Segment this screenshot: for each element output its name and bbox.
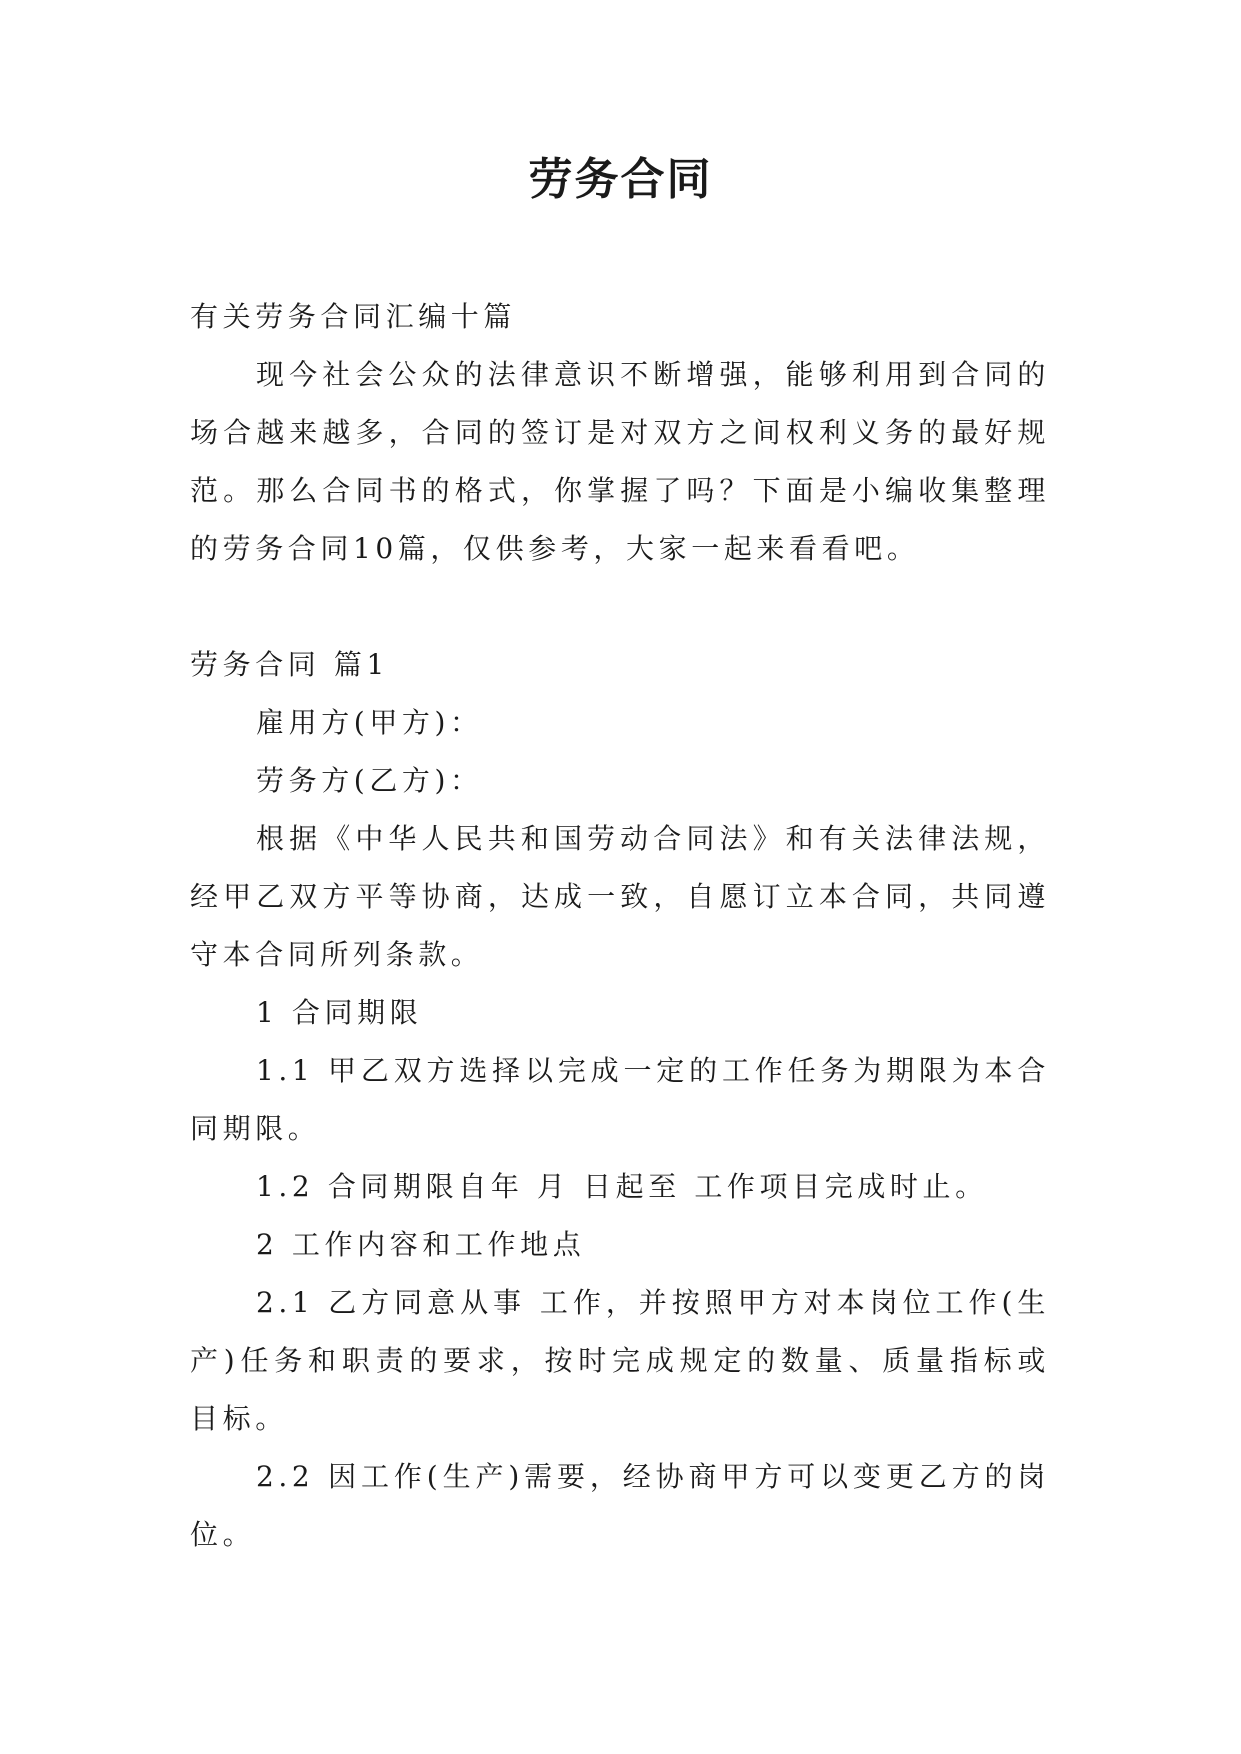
section-heading: 劳务合同 篇1	[190, 648, 389, 681]
clause-heading: 1 合同期限	[256, 996, 423, 1029]
document-title: 劳务合同	[528, 154, 713, 205]
clause-paragraph: 1.1 甲乙双方选择以完成一定的工作任务为期限为本合同期限。	[190, 1054, 1050, 1145]
worker-line: 劳务方(乙方)：	[256, 764, 483, 797]
clause-heading: 2 工作内容和工作地点	[256, 1228, 586, 1261]
intro-paragraph: 现今社会公众的法律意识不断增强，能够利用到合同的场合越来越多，合同的签订是对双方之间权利义务的最好规范。那么合同书的格式，你掌握了吗？下面是小编收集整理的劳务合同10篇，仅供参考，大家一起来看看吧。	[190, 358, 1050, 565]
document-body	[190, 288, 1050, 1564]
legal-basis-paragraph: 根据《中华人民共和国劳动合同法》和有关法律法规，经甲乙双方平等协商，达成一致，自愿订立本合同，共同遵守本合同所列条款。	[190, 822, 1050, 971]
clause-paragraph: 2.1 乙方同意从事 工作，并按照甲方对本岗位工作(生产)任务和职责的要求，按时完成规定的数量、质量指标或目标。	[190, 1286, 1050, 1435]
employer-line: 雇用方(甲方)：	[256, 706, 483, 739]
clause-paragraph: 1.2 合同期限自年 月 日起至 工作项目完成时止。	[256, 1170, 988, 1203]
clause-paragraph: 2.2 因工作(生产)需要，经协商甲方可以变更乙方的岗位。	[190, 1460, 1050, 1551]
collection-heading: 有关劳务合同汇编十篇	[190, 300, 517, 333]
